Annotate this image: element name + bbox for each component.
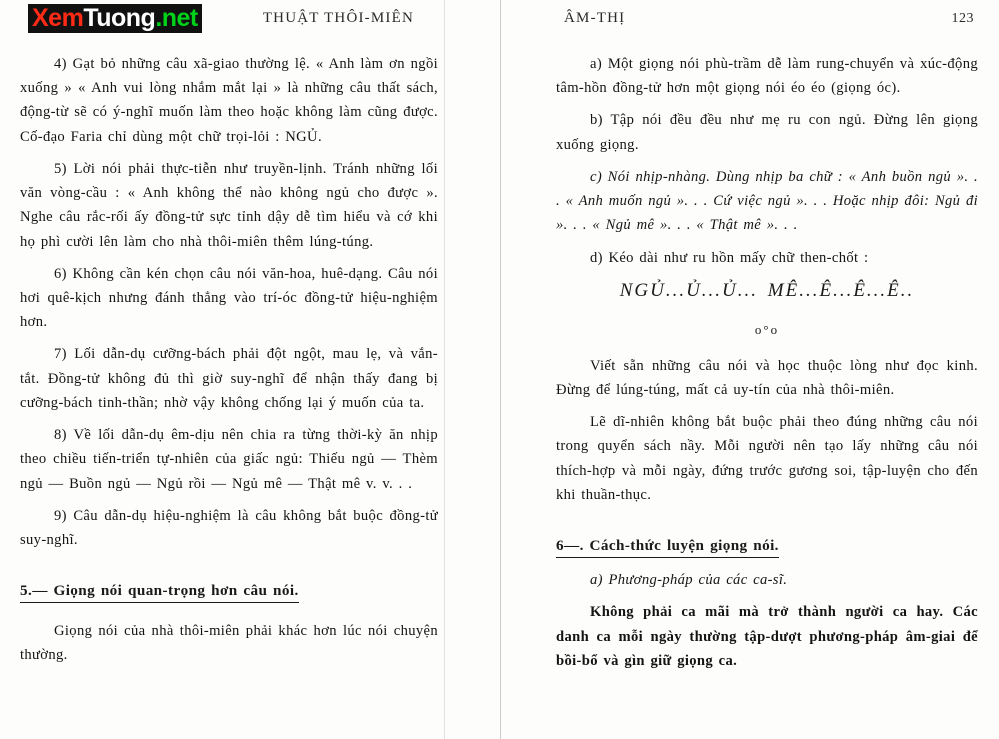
watermark-part-two: Tuong [83,4,156,32]
paragraph: b) Tập nói đều đều như mẹ ru con ngủ. Đừng lên giọng xuống giọng. [556,112,978,153]
paragraph: Lẽ dĩ-nhiên không bắt buộc phải theo đúng những câu nói trong quyển sách nầy. Mỗi người nên tạo lấy những câu nói thích-hợp và mỗi ngày, đứng trước gương soi, tập-luyện cho đến khi thuần-thục. [556,414,978,503]
paragraph: 8) Về lối dẫn-dụ êm-dịu nên chia ra từng thời-kỳ ăn nhịp theo chiều tiến-triển tự-nhiên của giấc ngủ: Thiếu ngủ — Thèm ngủ — Buồn ngủ — Ngủ rồi — Ngủ mê — Thật mê v. v. . . [20,427,438,492]
left-heading-wrap [20,568,438,609]
page-divider [500,0,501,739]
right-heading-wrap [556,523,978,564]
right-running-head-text: ÂM-THỊ [564,10,626,26]
paragraph: 5) Lời nói phải thực-tiễn như truyền-lịnh. Tránh những lối văn vòng-cầu : « Anh không thể nào không ngủ cho được ». Nghe câu rắc-rối ấy đồng-tử sực tỉnh dậy dễ tìm hiểu và cớ khi họ phì cười lên làm cho nhà thôi-miên thêm lúng-túng. [20,160,438,250]
page-gutter-rule [444,0,445,739]
paragraph: 7) Lối dẫn-dụ cưỡng-bách phải đột ngột, mau lẹ, và vắn-tắt. Đồng-tử không đủ thì giờ suy-nghĩ để nhận thấy đang bị cưỡng-bách tinh-thần; nhờ vậy không chống lại ý muốn của ta. [20,346,438,411]
section-heading: 5.— Giọng nói quan-trọng hơn câu nói. [20,582,299,603]
left-running-head-text: THUẬT THÔI-MIÊN [262,10,414,26]
ornament-divider: o°o [754,321,780,337]
right-page-column [552,0,982,739]
paragraph: d) Kéo dài như ru hồn mấy chữ then-chốt : [590,249,869,266]
emphasis-line: NGỦ...Ủ...Ủ... MÊ...Ê...Ê...Ê.. [619,279,915,301]
subheading: a) Phương-pháp của các ca-sĩ. [590,572,788,589]
watermark-part-three: .net [155,4,198,32]
paragraph: a) Một giọng nói phù-trầm dễ làm rung-chuyển và xúc-động tâm-hồn đồng-tử hơn một giọng nói éo éo (giọng óc). [556,56,978,97]
paragraph: 9) Câu dẫn-dụ hiệu-nghiệm là câu không bắt buộc đồng-tử suy-nghĩ. [20,507,438,548]
page-number: 123 [951,11,974,26]
paragraph: c) Nói nhịp-nhàng. Dùng nhịp ba chữ : « Anh buồn ngủ ». . . « Anh muốn ngủ ». . . Cứ việc ngủ ». . . Hoặc nhịp đôi: Ngủ đi ». . . « Ngủ mê ». . . « Thật mê ». . . [556,168,978,234]
watermark-part-one: Xem [32,4,84,32]
paragraph: 6) Không cần kén chọn câu nói văn-hoa, huê-dạng. Câu nói hơi quê-kịch nhưng đánh thẳng vào trí-óc đồng-tử hiệu-nghiệm hơn. [20,265,438,331]
right-running-head [556,10,978,30]
paragraph: 4) Gạt bỏ những câu xã-giao thường lệ. « Anh làm ơn ngồi xuống » « Anh vui lòng nhắm mắt lại » là những câu thất sách, động-từ sẽ có ý-nghĩ muốn làm theo hoặc không làm cũng được. Cố-đạo Faria chỉ dùng một chữ trọi-lỏi : NGỦ. [20,56,438,145]
left-page-column [16,0,442,739]
paragraph: Giọng nói của nhà thôi-miên phải khác hơn lúc nói chuyện thường. [20,623,438,664]
paragraph: Không phải ca mãi mà trở thành người ca hay. Các danh ca mỗi ngày thường tập-dượt phương-pháp âm-giai để bồi-bổ và gìn giữ giọng ca. [556,604,978,669]
paragraph: Viết sẵn những câu nói và học thuộc lòng như đọc kinh. Đừng để lúng-túng, mất cả uy-tín của nhà thôi-miên. [556,357,978,398]
left-running-head [20,10,438,30]
section-heading: 6—. Cách-thức luyện giọng nói. [556,537,779,558]
